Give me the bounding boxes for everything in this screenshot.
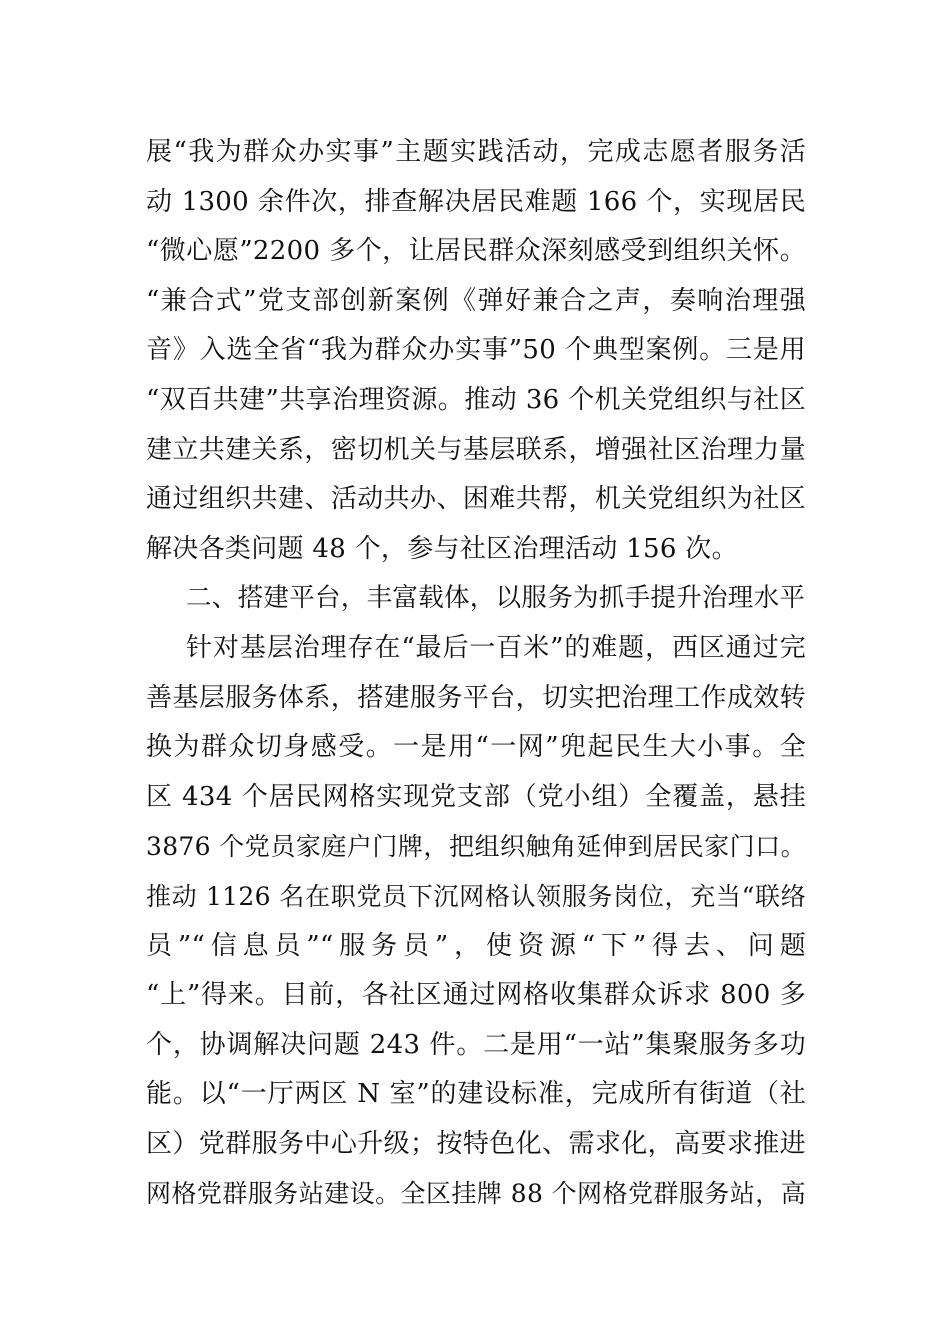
text-line: 员”“信息员”“服务员”，使资源“下”得去、问题: [146, 930, 806, 961]
text-line: 网格党群服务站建设。全区挂牌 88 个网格党群服务站，高: [146, 1179, 806, 1209]
text-line: 针对基层治理存在“最后一百米”的难题，西区通过完: [186, 632, 806, 663]
text-line: “双百共建”共享治理资源。推动 36 个机关党组织与社区: [146, 384, 806, 415]
text-line: 动 1300 余件次，排查解决居民难题 166 个，实现居民: [146, 186, 806, 217]
text-line: 换为群众切身感受。一是用“一网”兜起民生大小事。全: [146, 732, 806, 763]
text-line: 推动 1126 名在职党员下沉网格认领服务岗位，充当“联络: [146, 881, 806, 911]
text-line: “兼合式”党支部创新案例《弹好兼合之声，奏响治理强: [146, 285, 806, 316]
text-line: 通过组织共建、活动共办、困难共帮，机关党组织为社区: [146, 484, 806, 515]
text-line: 个，协调解决问题 243 件。二是用“一站”集聚服务多功: [146, 1029, 806, 1060]
text-line: 音》入选全省“我为群众办实事”50 个典型案例。三是用: [146, 335, 806, 366]
text-line: 善基层服务体系，搭建服务平台，切实把治理工作成效转: [146, 682, 806, 713]
text-line: “微心愿”2200 多个，让居民群众深刻感受到组织关怀。: [146, 236, 806, 267]
text-line: 3876 个党员家庭户门牌，把组织触角延伸到居民家门口。: [146, 832, 806, 862]
text-line: 区 434 个居民网格实现党支部（党小组）全覆盖，悬挂: [146, 781, 806, 812]
text-line: 区）党群服务中心升级；按特色化、需求化，高要求推进: [146, 1128, 806, 1159]
text-line: 展“我为群众办实事”主题实践活动，完成志愿者服务活: [146, 137, 806, 167]
text-line: “上”得来。目前，各社区通过网格收集群众诉求 800 多: [146, 980, 806, 1011]
text-line: 能。以“一厅两区 N 室”的建设标准，完成所有街道（社: [146, 1079, 806, 1110]
text-line: 建立共建关系，密切机关与基层联系，增强社区治理力量: [146, 434, 806, 465]
section-heading: 二、搭建平台，丰富载体，以服务为抓手提升治理水平: [186, 583, 806, 614]
body-text: [146, 128, 806, 1219]
text-line: 解决各类问题 48 个，参与社区治理活动 156 次。: [146, 533, 738, 564]
